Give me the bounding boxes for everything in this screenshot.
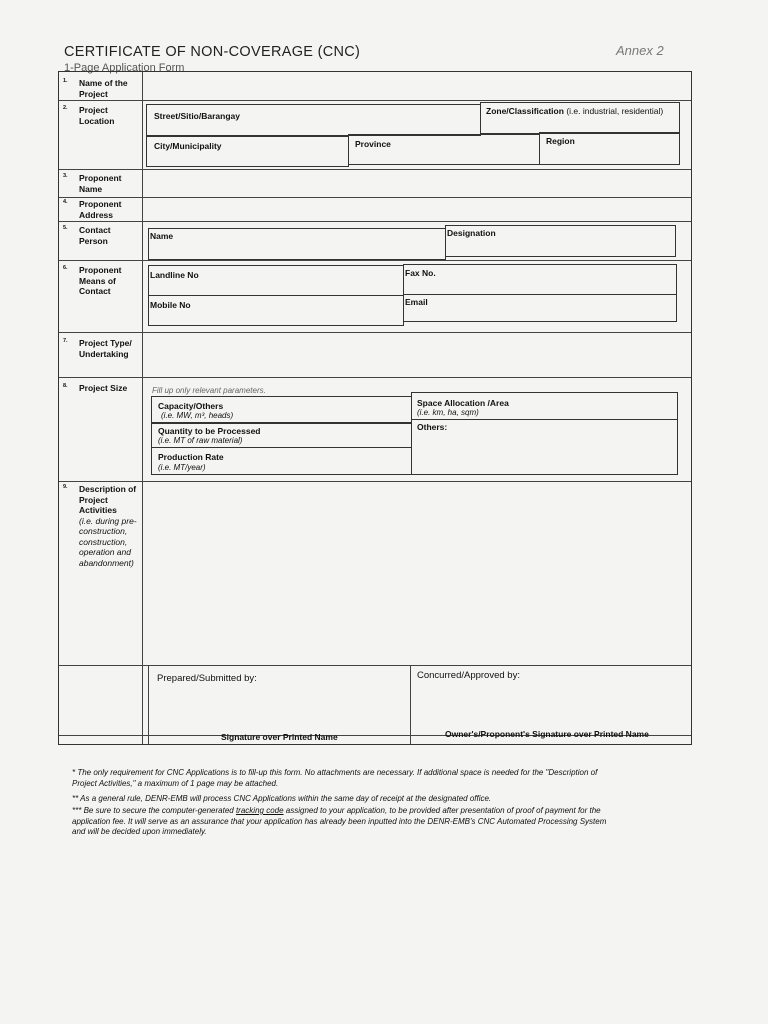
proponent-address-field[interactable] [144, 198, 689, 220]
item-project-type-label: 7. Project Type/ Undertaking [63, 338, 132, 359]
email-label: Email [405, 297, 428, 307]
contact-name-field[interactable] [148, 228, 446, 260]
item-contact-person-label: 5. Contact Person [63, 225, 111, 246]
item-project-size-label: 8. Project Size [63, 383, 128, 393]
footnote-3-line-2: application fee. It will serve as an assurance that your application has already been inputted into the DENR-EMB's CNC Automated Processing System [72, 816, 607, 826]
province-field[interactable] [348, 134, 540, 165]
others-field[interactable] [411, 419, 678, 475]
proponent-name-field[interactable] [144, 170, 689, 196]
signature-left-divider [148, 665, 149, 744]
description-field[interactable] [149, 483, 689, 663]
zone-label: Zone/Classification (i.e. industrial, residential) [486, 106, 664, 116]
space-allocation-field[interactable] [411, 392, 678, 420]
footnote-3-line-1: *** Be sure to secure the computer-generated tracking code assigned to your application, to be provided after presentation of proof of payment for the [72, 806, 601, 815]
description-hint: (i.e. during pre-construction, construction, operation and abandonment) [79, 515, 137, 568]
region-field[interactable] [539, 132, 680, 165]
city-field[interactable] [146, 136, 349, 167]
landline-label: Landline No [150, 270, 199, 280]
production-hint: (i.e. MT/year) [158, 463, 206, 472]
row-line [59, 332, 691, 333]
label-column-divider [142, 72, 143, 744]
item-project-location-label: 2. Project Location [63, 105, 115, 126]
form-subtitle: 1-Page Application Form [64, 62, 185, 74]
signature-mid-divider [410, 665, 411, 744]
quantity-label: Quantity to be Processed [158, 426, 261, 436]
landline-field[interactable] [148, 265, 404, 296]
footnote-1-line-1: * The only requirement for CNC Applications is to fill-up this form. No attachments are necessary. If additional space is needed for the "Description of [72, 768, 598, 777]
space-hint: (i.e. km, ha, sqm) [417, 408, 479, 417]
capacity-field[interactable] [151, 396, 412, 424]
quantity-hint: (i.e. MT of raw material) [158, 436, 243, 445]
contact-name-label: Name [150, 231, 174, 241]
capacity-label: Capacity/Others [158, 401, 224, 411]
signature-caption-right: Owner's/Proponent's Signature over Printed Name [445, 729, 649, 739]
application-form [58, 71, 692, 745]
tracking-code-text: tracking code [235, 806, 284, 815]
annex-label: Annex 2 [616, 43, 664, 58]
row-line [59, 665, 691, 666]
approved-by-label: Concurred/Approved by: [417, 670, 520, 681]
row-line [59, 481, 691, 482]
others-label: Others: [417, 422, 448, 432]
footnote-3 [72, 806, 692, 838]
fax-label: Fax No. [405, 268, 436, 278]
production-rate-field[interactable] [151, 447, 412, 475]
city-label: City/Municipality [154, 141, 222, 151]
row-line [59, 221, 691, 222]
signature-caption-left: Signature over Printed Name [221, 732, 338, 742]
email-field[interactable] [403, 294, 677, 322]
designation-field[interactable] [445, 225, 676, 257]
space-label: Space Allocation /Area [417, 398, 509, 408]
row-line [59, 377, 691, 378]
size-note: Fill up only relevant parameters. [152, 386, 266, 395]
row-line [59, 260, 691, 261]
region-label: Region [546, 136, 575, 146]
item-project-name-label: 1. Name of the Project [63, 78, 128, 99]
production-label: Production Rate [158, 452, 224, 462]
footnote-1 [72, 768, 692, 789]
quantity-field[interactable] [151, 422, 412, 448]
form-title: CERTIFICATE OF NON-COVERAGE (CNC) [64, 44, 361, 60]
mobile-label: Mobile No [150, 300, 191, 310]
fax-field[interactable] [403, 264, 677, 295]
mobile-field[interactable] [148, 295, 404, 326]
prepared-signature-field[interactable] [150, 686, 408, 734]
street-label: Street/Sitio/Barangay [154, 111, 240, 121]
project-name-field[interactable] [144, 73, 689, 99]
province-label: Province [355, 139, 391, 149]
capacity-hint: (i.e. MW, m³, heads) [161, 411, 234, 420]
street-field[interactable] [146, 104, 481, 136]
row-line [59, 100, 691, 101]
footnote-3-line-3: and will be decided upon immediately. [72, 827, 207, 836]
item-proponent-address-label: 4. Proponent Address [63, 199, 122, 220]
approved-signature-field[interactable] [412, 684, 689, 734]
item-means-of-contact-label: 6. Proponent Means of Contact [63, 265, 122, 296]
footnote-1-line-2: Project Activities," a maximum of 1 page may be attached. [72, 778, 279, 788]
item-description-label: 9. Description of Project Activities (i.e. during pre-construction, construction, operation and abandonment) [63, 484, 137, 568]
designation-label: Designation [447, 228, 496, 238]
prepared-by-label: Prepared/Submitted by: [157, 673, 257, 684]
item-proponent-name-label: 3. Proponent Name [63, 173, 122, 194]
zone-field[interactable] [480, 102, 680, 134]
project-type-field[interactable] [144, 334, 689, 376]
footnote-2: ** As a general rule, DENR-EMB will process CNC Applications within the same day of receipt at the designated office. [72, 794, 492, 803]
